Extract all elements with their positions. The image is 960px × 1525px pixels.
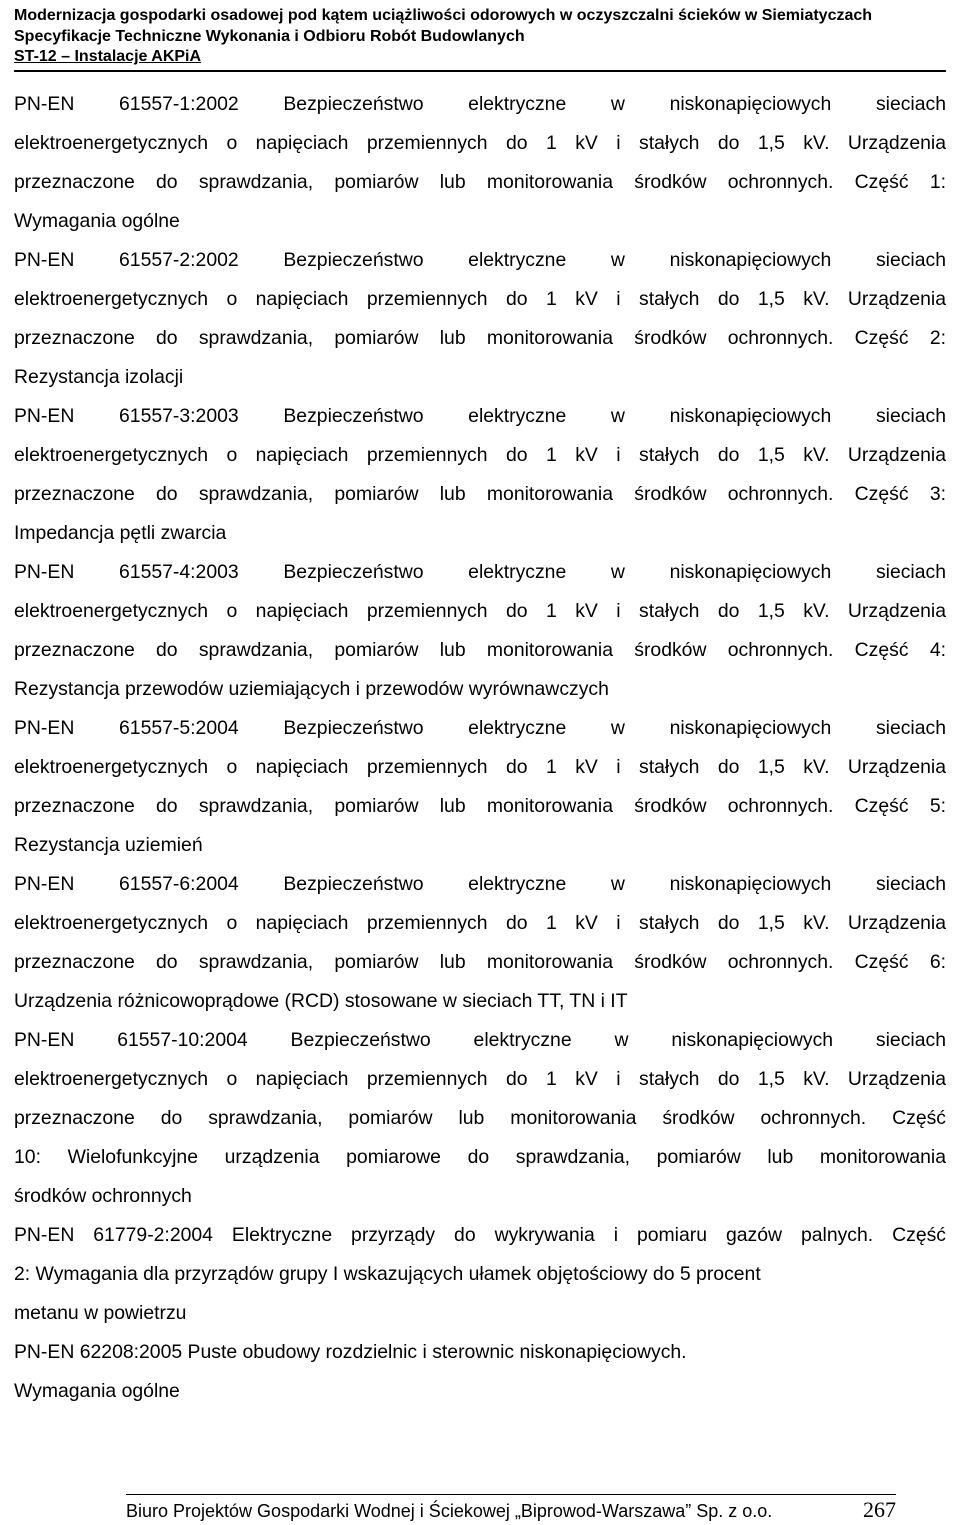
standard-line: przeznaczone do sprawdzania, pomiarów lub monitorowania środków ochronnych. Część 1: [14,171,946,193]
standard-line: elektroenergetycznych o napięciach przemiennych do 1 kV i stałych do 1,5 kV. Urządzenia [14,1068,946,1090]
standard-line: przeznaczone do sprawdzania, pomiarów lub monitorowania środków ochronnych. Część 3: [14,483,946,505]
standards-list [14,85,946,1411]
standard-line: 10: Wielofunkcyjne urządzenia pomiarowe do sprawdzania, pomiarów lub monitorowania [14,1146,946,1168]
standard-entry [14,1333,946,1411]
standard-entry [14,241,946,397]
standard-line: środków ochronnych [14,1185,192,1207]
standard-line: PN-EN 61557-3:2003 Bezpieczeństwo elektryczne w niskonapięciowych sieciach [14,405,946,427]
standard-line: Wymagania ogólne [14,1380,180,1402]
standard-line: przeznaczone do sprawdzania, pomiarów lub monitorowania środków ochronnych. Część 4: [14,639,946,661]
standard-entry [14,1216,946,1333]
standard-line: PN-EN 61557-4:2003 Bezpieczeństwo elektryczne w niskonapięciowych sieciach [14,561,946,583]
standard-line: Rezystancja izolacji [14,366,184,388]
footer-company: Biuro Projektów Gospodarki Wodnej i Ściekowej „Biprowod-Warszawa” Sp. z o.o. [126,1501,773,1521]
standard-line: elektroenergetycznych o napięciach przemiennych do 1 kV i stałych do 1,5 kV. Urządzenia [14,912,946,934]
standard-entry [14,397,946,553]
standard-line: Rezystancja uziemień [14,834,203,856]
standard-line: PN-EN 62208:2005 Puste obudowy rozdzielnic i sterownic niskonapięciowych. [14,1341,687,1363]
page-header [14,6,946,72]
standard-entry [14,709,946,865]
standard-line: PN-EN 61557-6:2004 Bezpieczeństwo elektryczne w niskonapięciowych sieciach [14,873,946,895]
standard-entry [14,553,946,709]
standard-line: elektroenergetycznych o napięciach przemiennych do 1 kV i stałych do 1,5 kV. Urządzenia [14,288,946,310]
standard-line: Impedancja pętli zwarcia [14,522,227,544]
page-footer [126,1494,896,1523]
standard-line: przeznaczone do sprawdzania, pomiarów lub monitorowania środków ochronnych. Część [14,1107,946,1129]
standard-line: Urządzenia różnicowoprądowe (RCD) stosowane w sieciach TT, TN i IT [14,990,628,1012]
standard-line: przeznaczone do sprawdzania, pomiarów lub monitorowania środków ochronnych. Część 2: [14,327,946,349]
standard-line: elektroenergetycznych o napięciach przemiennych do 1 kV i stałych do 1,5 kV. Urządzenia [14,756,946,778]
standard-entry [14,85,946,241]
standard-line: PN-EN 61779-2:2004 Elektryczne przyrządy do wykrywania i pomiaru gazów palnych. Część [14,1224,946,1246]
standard-line: elektroenergetycznych o napięciach przemiennych do 1 kV i stałych do 1,5 kV. Urządzenia [14,132,946,154]
standard-line: PN-EN 61557-5:2004 Bezpieczeństwo elektryczne w niskonapięciowych sieciach [14,717,946,739]
header-project-title: Modernizacja gospodarki osadowej pod kątem uciążliwości odorowych w oczyszczalni ścieków w Siemiatyczach [14,7,873,24]
standard-line: przeznaczone do sprawdzania, pomiarów lub monitorowania środków ochronnych. Część 6: [14,951,946,973]
standard-line: PN-EN 61557-1:2002 Bezpieczeństwo elektryczne w niskonapięciowych sieciach [14,93,946,115]
standard-line: przeznaczone do sprawdzania, pomiarów lub monitorowania środków ochronnych. Część 5: [14,795,946,817]
standard-line: elektroenergetycznych o napięciach przemiennych do 1 kV i stałych do 1,5 kV. Urządzenia [14,600,946,622]
standard-line: Rezystancja przewodów uziemiających i przewodów wyrównawczych [14,678,609,700]
standard-entry [14,865,946,1021]
standard-line: elektroenergetycznych o napięciach przemiennych do 1 kV i stałych do 1,5 kV. Urządzenia [14,444,946,466]
standard-line: PN-EN 61557-2:2002 Bezpieczeństwo elektryczne w niskonapięciowych sieciach [14,249,946,271]
standard-line: 2: Wymagania dla przyrządów grupy I wskazujących ułamek objętościowy do 5 procent [14,1263,761,1285]
page-number: 267 [863,1497,896,1522]
header-document-title: Specyfikacje Techniczne Wykonania i Odbioru Robót Budowlanych [14,27,525,45]
header-section-title: ST-12 – Instalacje AKPiA [14,48,202,65]
standard-line: PN-EN 61557-10:2004 Bezpieczeństwo elektryczne w niskonapięciowych sieciach [14,1029,946,1051]
standard-line: metanu w powietrzu [14,1302,187,1324]
standard-line: Wymagania ogólne [14,210,180,232]
standard-entry [14,1021,946,1216]
